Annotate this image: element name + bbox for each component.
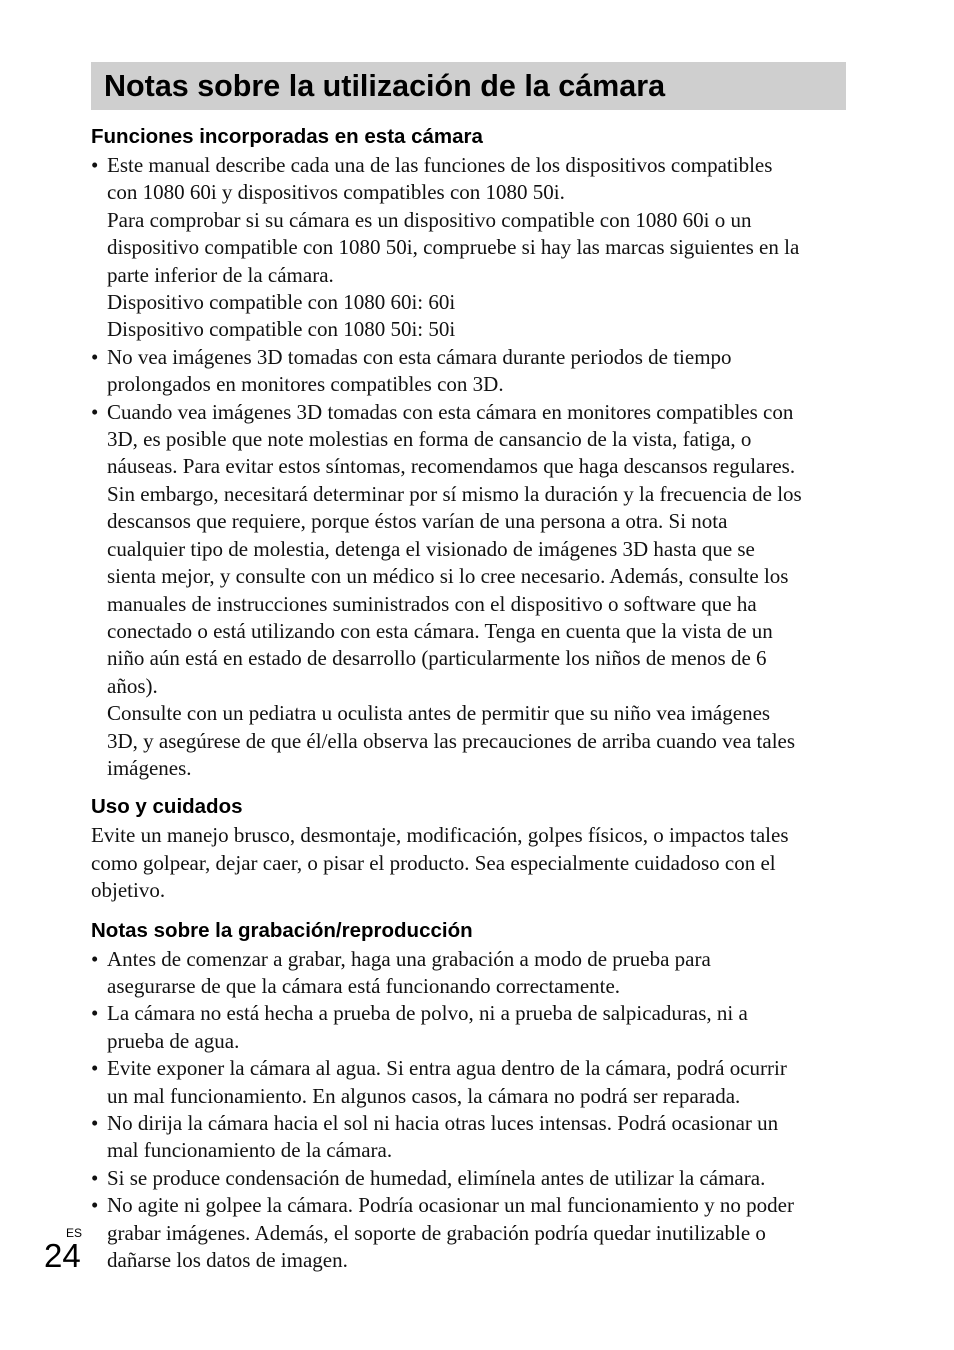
list-item: [91, 946, 851, 1001]
text-line: Para comprobar si su cámara es un dispositivo compatible con 1080 60i o un: [107, 207, 752, 232]
text-line: como golpear, dejar caer, o pisar el producto. Sea especialmente cuidadoso con el: [91, 850, 776, 875]
text-line: dispositivo compatible con 1080 50i, compruebe si hay las marcas siguientes en la: [107, 235, 800, 260]
page-title: Notas sobre la utilización de la cámara: [104, 69, 666, 103]
text-line: parte inferior de la cámara.: [107, 262, 334, 287]
text-line: grabar imágenes. Además, el soporte de grabación podría quedar inutilizable o: [107, 1220, 766, 1245]
text-line: dañarse los datos de imagen.: [107, 1248, 348, 1273]
page-content: [91, 122, 851, 1274]
text-line: prolongados en monitores compatibles con 3D.: [107, 372, 504, 397]
section-grabacion: [91, 916, 851, 1275]
section-heading: Notas sobre la grabación/reproducción: [91, 918, 473, 942]
text-line: • No dirija la cámara hacia el sol ni hacia otras luces intensas. Podrá ocasionar un: [107, 1111, 779, 1135]
text-line: náuseas. Para evitar estos síntomas, recomendamos que haga descansos regulares.: [107, 454, 796, 479]
list-item: [91, 1055, 851, 1110]
text-line: mal funcionamiento de la cámara.: [107, 1138, 393, 1163]
section-funciones: [91, 122, 851, 782]
text-line: • La cámara no está hecha a prueba de polvo, ni a prueba de salpicaduras, ni a: [107, 1001, 748, 1026]
list-item: [91, 1165, 851, 1192]
list-item: [91, 399, 851, 783]
text-line: Dispositivo compatible con 1080 50i: 50i: [107, 317, 456, 342]
text-line: • Antes de comenzar a grabar, haga una grabación a modo de prueba para: [107, 946, 711, 971]
text-line: descansos que requiere, porque éstos varían de una persona a otra. Si nota: [107, 509, 728, 534]
bullet-list: [91, 946, 851, 1275]
text-line: imágenes.: [107, 755, 192, 780]
text-line: Consulte con un pediatra u oculista antes de permitir que su niño vea imágenes: [107, 701, 771, 726]
text-line: 3D, es posible que note molestias en forma de cansancio de la vista, fatiga, o: [107, 427, 752, 452]
text-line: un mal funcionamiento. En algunos casos, la cámara no podrá ser reparada.: [107, 1083, 741, 1108]
list-item: [91, 344, 851, 399]
list-item: [91, 1110, 851, 1165]
text-line: asegurarse de que la cámara está funcionando correctamente.: [107, 973, 621, 998]
text-line: • Este manual describe cada una de las funciones de los dispositivos compatibles: [107, 153, 773, 177]
text-line: • Evite exponer la cámara al agua. Si entra agua dentro de la cámara, podrá ocurrir: [107, 1056, 787, 1081]
page-language-label: ES: [66, 1226, 83, 1240]
text-line: • Cuando vea imágenes 3D tomadas con esta cámara en monitores compatibles con: [107, 399, 794, 424]
title-banner: [91, 62, 846, 110]
text-line: • No vea imágenes 3D tomadas con esta cámara durante periodos de tiempo: [107, 344, 732, 369]
text-line: Dispositivo compatible con 1080 60i: 60i: [107, 290, 456, 315]
page-number: 24: [44, 1237, 81, 1274]
text-line: cualquier tipo de molestia, detenga el visionado de imágenes 3D hasta que se: [107, 536, 755, 561]
bullet-list: [91, 152, 851, 782]
text-line: objetivo.: [91, 878, 166, 903]
section-heading: Funciones incorporadas en esta cámara: [91, 125, 483, 148]
text-line: niño aún está en estado de desarrollo (particularmente los niños de menos de 6: [107, 646, 767, 671]
text-line: prueba de agua.: [107, 1028, 240, 1053]
text-line: sienta mejor, y consulte con un médico si lo cree necesario. Además, consulte los: [107, 564, 789, 589]
section-uso-cuidados: [91, 792, 851, 904]
text-line: Evite un manejo brusco, desmontaje, modificación, golpes físicos, o impactos tales: [91, 823, 789, 848]
text-line: Sin embargo, necesitará determinar por sí mismo la duración y la frecuencia de los: [107, 481, 802, 506]
list-item: [91, 1192, 851, 1274]
paragraph: [91, 822, 851, 904]
text-line: • No agite ni golpee la cámara. Podría ocasionar un mal funcionamiento y no poder: [107, 1193, 794, 1218]
text-line: 3D, y asegúrese de que él/ella observa las precauciones de arriba cuando vea tales: [107, 728, 796, 753]
text-line: conectado o está utilizando con esta cámara. Tenga en cuenta que la vista de un: [107, 618, 773, 643]
text-line: manuales de instrucciones suministrados con el dispositivo o software que ha: [107, 591, 757, 616]
text-line: • Si se produce condensación de humedad, elimínela antes de utilizar la cámara.: [107, 1165, 766, 1190]
section-heading: Uso y cuidados: [91, 795, 243, 819]
text-line: con 1080 60i y dispositivos compatibles con 1080 50i.: [107, 180, 565, 205]
list-item: [91, 1000, 851, 1055]
list-item: [91, 152, 851, 344]
text-line: años).: [107, 673, 158, 698]
